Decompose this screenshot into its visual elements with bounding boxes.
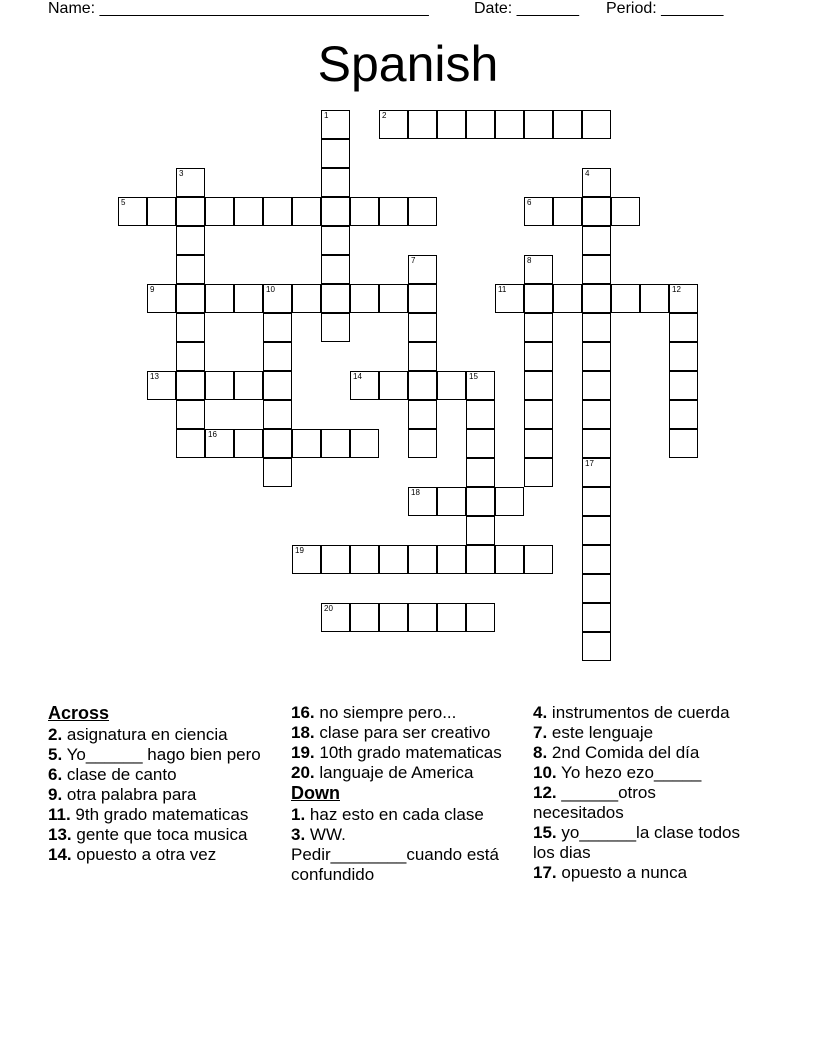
crossword-cell[interactable]	[408, 342, 437, 371]
clue-number: 2	[382, 111, 387, 120]
clue-text: opuesto a nunca	[556, 863, 688, 882]
clue-num: 13.	[48, 825, 72, 844]
down-clue	[291, 805, 521, 825]
clue-num: 9.	[48, 785, 63, 804]
across-clue	[48, 745, 268, 765]
crossword-cell[interactable]	[408, 603, 437, 632]
clue-num: 6.	[48, 765, 63, 784]
crossword-cell[interactable]	[321, 603, 350, 632]
clue-num: 12.	[533, 783, 557, 802]
crossword-cell[interactable]	[321, 284, 350, 313]
crossword-cell[interactable]	[350, 284, 379, 313]
crossword-cell[interactable]	[553, 197, 582, 226]
crossword-cell[interactable]	[176, 371, 205, 400]
down-clue	[533, 723, 743, 743]
clue-text: opuesto a otra vez	[71, 845, 217, 864]
crossword-cell[interactable]	[582, 400, 611, 429]
period-field[interactable]: Period: _______	[606, 0, 724, 17]
clue-number: 20	[324, 604, 333, 613]
crossword-cell[interactable]	[669, 284, 698, 313]
crossword-cell[interactable]	[147, 284, 176, 313]
clue-text: clase para ser creativo	[314, 723, 491, 742]
clue-num: 10.	[533, 763, 557, 782]
crossword-cell[interactable]	[524, 255, 553, 284]
clue-number: 15	[469, 372, 478, 381]
crossword-cell[interactable]	[292, 197, 321, 226]
clue-num: 4.	[533, 703, 548, 722]
crossword-cell[interactable]	[553, 110, 582, 139]
crossword-cell[interactable]	[495, 545, 524, 574]
clue-text: 2nd Comida del día	[547, 743, 700, 762]
crossword-cell[interactable]	[205, 429, 234, 458]
crossword-cell[interactable]	[524, 313, 553, 342]
page-title: Spanish	[317, 36, 499, 92]
clue-number: 14	[353, 372, 362, 381]
across-clue	[48, 845, 268, 865]
down-clue	[291, 825, 521, 885]
crossword-cell[interactable]	[263, 400, 292, 429]
crossword-cell[interactable]	[582, 284, 611, 313]
clue-text: este lenguaje	[547, 723, 654, 742]
crossword-cell[interactable]	[524, 545, 553, 574]
crossword-cell[interactable]	[263, 197, 292, 226]
crossword-cell[interactable]	[321, 429, 350, 458]
crossword-cell[interactable]	[408, 313, 437, 342]
crossword-cell[interactable]	[495, 487, 524, 516]
clue-num: 20.	[291, 763, 315, 782]
crossword-cell[interactable]	[350, 197, 379, 226]
crossword-cell[interactable]	[408, 429, 437, 458]
down-clue	[533, 703, 743, 723]
crossword-cell[interactable]	[524, 197, 553, 226]
clue-num: 8.	[533, 743, 548, 762]
crossword-cell[interactable]	[582, 516, 611, 545]
across-clue	[48, 805, 268, 825]
clue-number: 5	[121, 198, 126, 207]
clue-text: ______otros necesitados	[533, 783, 656, 822]
crossword-cell[interactable]	[524, 371, 553, 400]
crossword-cell[interactable]	[466, 487, 495, 516]
crossword-cell[interactable]	[379, 284, 408, 313]
clue-text: otra palabra para	[62, 785, 197, 804]
crossword-cell[interactable]	[466, 429, 495, 458]
crossword-cell[interactable]	[408, 400, 437, 429]
clue-num: 3.	[291, 825, 306, 844]
crossword-cell[interactable]	[611, 284, 640, 313]
crossword-cell[interactable]	[379, 545, 408, 574]
clue-number: 10	[266, 285, 275, 294]
crossword-cell[interactable]	[176, 197, 205, 226]
crossword-cell[interactable]	[263, 429, 292, 458]
crossword-cell[interactable]	[263, 313, 292, 342]
crossword-cell[interactable]	[176, 313, 205, 342]
clue-number: 3	[179, 169, 184, 178]
clue-text: asignatura en ciencia	[62, 725, 228, 744]
crossword-cell[interactable]	[582, 168, 611, 197]
crossword-cell[interactable]	[176, 342, 205, 371]
across-clue	[48, 785, 268, 805]
crossword-cell[interactable]	[582, 603, 611, 632]
crossword-cell[interactable]	[437, 487, 466, 516]
crossword-cell[interactable]	[582, 313, 611, 342]
crossword-cell[interactable]	[582, 371, 611, 400]
clue-num: 17.	[533, 863, 557, 882]
crossword-cell[interactable]	[234, 429, 263, 458]
crossword-cell[interactable]	[437, 545, 466, 574]
clue-num: 15.	[533, 823, 557, 842]
across-clue	[48, 725, 268, 745]
crossword-cell[interactable]	[292, 284, 321, 313]
crossword-cell[interactable]	[321, 139, 350, 168]
crossword-cell[interactable]	[408, 487, 437, 516]
across-clue	[48, 825, 268, 845]
crossword-cell[interactable]	[437, 110, 466, 139]
crossword-cell[interactable]	[582, 226, 611, 255]
clue-number: 13	[150, 372, 159, 381]
name-field[interactable]: Name: _____________________________________	[48, 0, 429, 17]
clue-text: clase de canto	[62, 765, 177, 784]
crossword-cell[interactable]	[582, 342, 611, 371]
crossword-cell[interactable]	[524, 429, 553, 458]
clue-text: gente que toca musica	[71, 825, 248, 844]
crossword-cell[interactable]	[524, 342, 553, 371]
clue-num: 5.	[48, 745, 63, 764]
down-clue	[533, 863, 743, 883]
crossword-cell[interactable]	[466, 110, 495, 139]
crossword-cell[interactable]	[408, 110, 437, 139]
crossword-cell[interactable]	[466, 516, 495, 545]
crossword-cell[interactable]	[582, 255, 611, 284]
clues-column-2	[291, 703, 521, 885]
crossword-cell[interactable]	[553, 284, 582, 313]
clue-text: WW. Pedir________cuando está confundido	[291, 825, 499, 884]
clue-num: 16.	[291, 703, 315, 722]
crossword-cell[interactable]	[379, 603, 408, 632]
crossword-cell[interactable]	[495, 110, 524, 139]
clue-num: 7.	[533, 723, 548, 742]
crossword-cell[interactable]	[669, 342, 698, 371]
down-clue	[533, 783, 743, 823]
crossword-cell[interactable]	[147, 197, 176, 226]
crossword-cell[interactable]	[263, 342, 292, 371]
clues-column-1	[48, 703, 268, 865]
crossword-cell[interactable]	[292, 429, 321, 458]
clue-num: 11.	[48, 805, 71, 824]
crossword-cell[interactable]	[582, 197, 611, 226]
clue-text: Yo______ hago bien pero	[62, 745, 261, 764]
across-clue	[291, 723, 521, 743]
crossword-cell[interactable]	[408, 255, 437, 284]
clue-number: 1	[324, 111, 329, 120]
crossword-cell[interactable]	[263, 458, 292, 487]
crossword-cell[interactable]	[466, 458, 495, 487]
clue-number: 16	[208, 430, 217, 439]
crossword-cell[interactable]	[524, 284, 553, 313]
crossword-cell[interactable]	[234, 284, 263, 313]
crossword-cell[interactable]	[611, 197, 640, 226]
crossword-cell[interactable]	[147, 371, 176, 400]
clue-text: Yo hezo ezo_____	[556, 763, 702, 782]
clue-number: 8	[527, 256, 532, 265]
crossword-cell[interactable]	[582, 110, 611, 139]
crossword-cell[interactable]	[582, 632, 611, 661]
clue-number: 9	[150, 285, 155, 294]
clue-num: 2.	[48, 725, 63, 744]
down-clue	[533, 763, 743, 783]
down-clue	[533, 743, 743, 763]
crossword-cell[interactable]	[205, 284, 234, 313]
clue-text: instrumentos de cuerda	[547, 703, 730, 722]
crossword-cell[interactable]	[408, 371, 437, 400]
clue-text: 9th grado matematicas	[70, 805, 249, 824]
clue-text: 10th grado matematicas	[314, 743, 502, 762]
down-heading: Down	[291, 783, 340, 803]
date-field[interactable]: Date: _______	[474, 0, 579, 17]
clue-number: 12	[672, 285, 681, 294]
clue-number: 18	[411, 488, 420, 497]
clue-number: 6	[527, 198, 532, 207]
crossword-cell[interactable]	[495, 284, 524, 313]
crossword-cell[interactable]	[234, 371, 263, 400]
crossword-cell[interactable]	[321, 197, 350, 226]
clue-num: 14.	[48, 845, 72, 864]
crossword-cell[interactable]	[466, 545, 495, 574]
crossword-cell[interactable]	[176, 429, 205, 458]
crossword-cell[interactable]	[669, 313, 698, 342]
crossword-cell[interactable]	[408, 284, 437, 313]
crossword-cell[interactable]	[234, 197, 263, 226]
across-heading: Across	[48, 703, 110, 723]
crossword-cell[interactable]	[321, 313, 350, 342]
crossword-cell[interactable]	[350, 371, 379, 400]
clue-num: 18.	[291, 723, 315, 742]
crossword-cell[interactable]	[466, 371, 495, 400]
clue-number: 19	[295, 546, 304, 555]
across-clue	[291, 763, 521, 783]
crossword-cell[interactable]	[292, 545, 321, 574]
clue-text: haz esto en cada clase	[305, 805, 484, 824]
crossword-cell[interactable]	[176, 284, 205, 313]
down-clue	[533, 823, 743, 863]
clue-num: 19.	[291, 743, 315, 762]
crossword-cell[interactable]	[176, 400, 205, 429]
clues-column-3	[533, 703, 743, 883]
crossword-cell[interactable]	[379, 371, 408, 400]
crossword-cell[interactable]	[176, 226, 205, 255]
crossword-cell[interactable]	[263, 371, 292, 400]
clue-num: 1.	[291, 805, 306, 824]
across-clue	[291, 743, 521, 763]
crossword-cell[interactable]	[582, 487, 611, 516]
crossword-cell[interactable]	[379, 110, 408, 139]
clue-text: languaje de America	[314, 763, 474, 782]
crossword-cell[interactable]	[321, 110, 350, 139]
crossword-cell[interactable]	[437, 371, 466, 400]
crossword-cell[interactable]	[118, 197, 147, 226]
crossword-cell[interactable]	[582, 458, 611, 487]
crossword-cell[interactable]	[379, 197, 408, 226]
crossword-cell[interactable]	[350, 545, 379, 574]
crossword-cell[interactable]	[669, 371, 698, 400]
crossword-cell[interactable]	[466, 603, 495, 632]
crossword-cell[interactable]	[321, 226, 350, 255]
clue-number: 4	[585, 169, 590, 178]
clue-number: 17	[585, 459, 594, 468]
crossword-cell[interactable]	[205, 197, 234, 226]
crossword-cell[interactable]	[640, 284, 669, 313]
crossword-cell[interactable]	[582, 574, 611, 603]
crossword-cell[interactable]	[350, 603, 379, 632]
crossword-cell[interactable]	[524, 400, 553, 429]
crossword-cell[interactable]	[408, 545, 437, 574]
crossword-cell[interactable]	[524, 458, 553, 487]
crossword-cell[interactable]	[350, 429, 379, 458]
clue-number: 11	[498, 285, 507, 294]
crossword-cell[interactable]	[437, 603, 466, 632]
crossword-cell[interactable]	[321, 255, 350, 284]
crossword-cell[interactable]	[466, 400, 495, 429]
crossword-cell[interactable]	[582, 429, 611, 458]
across-clue	[291, 703, 521, 723]
clue-text: yo______la clase todos los dias	[533, 823, 740, 862]
crossword-cell[interactable]	[263, 284, 292, 313]
crossword-cell[interactable]	[408, 197, 437, 226]
across-clue	[48, 765, 268, 785]
crossword-cell[interactable]	[321, 168, 350, 197]
crossword-cell[interactable]	[669, 429, 698, 458]
crossword-cell[interactable]	[176, 255, 205, 284]
crossword-cell[interactable]	[582, 545, 611, 574]
clue-number: 7	[411, 256, 416, 265]
crossword-cell[interactable]	[669, 400, 698, 429]
crossword-cell[interactable]	[176, 168, 205, 197]
crossword-cell[interactable]	[321, 545, 350, 574]
crossword-cell[interactable]	[524, 110, 553, 139]
crossword-cell[interactable]	[205, 371, 234, 400]
clue-text: no siempre pero...	[314, 703, 457, 722]
